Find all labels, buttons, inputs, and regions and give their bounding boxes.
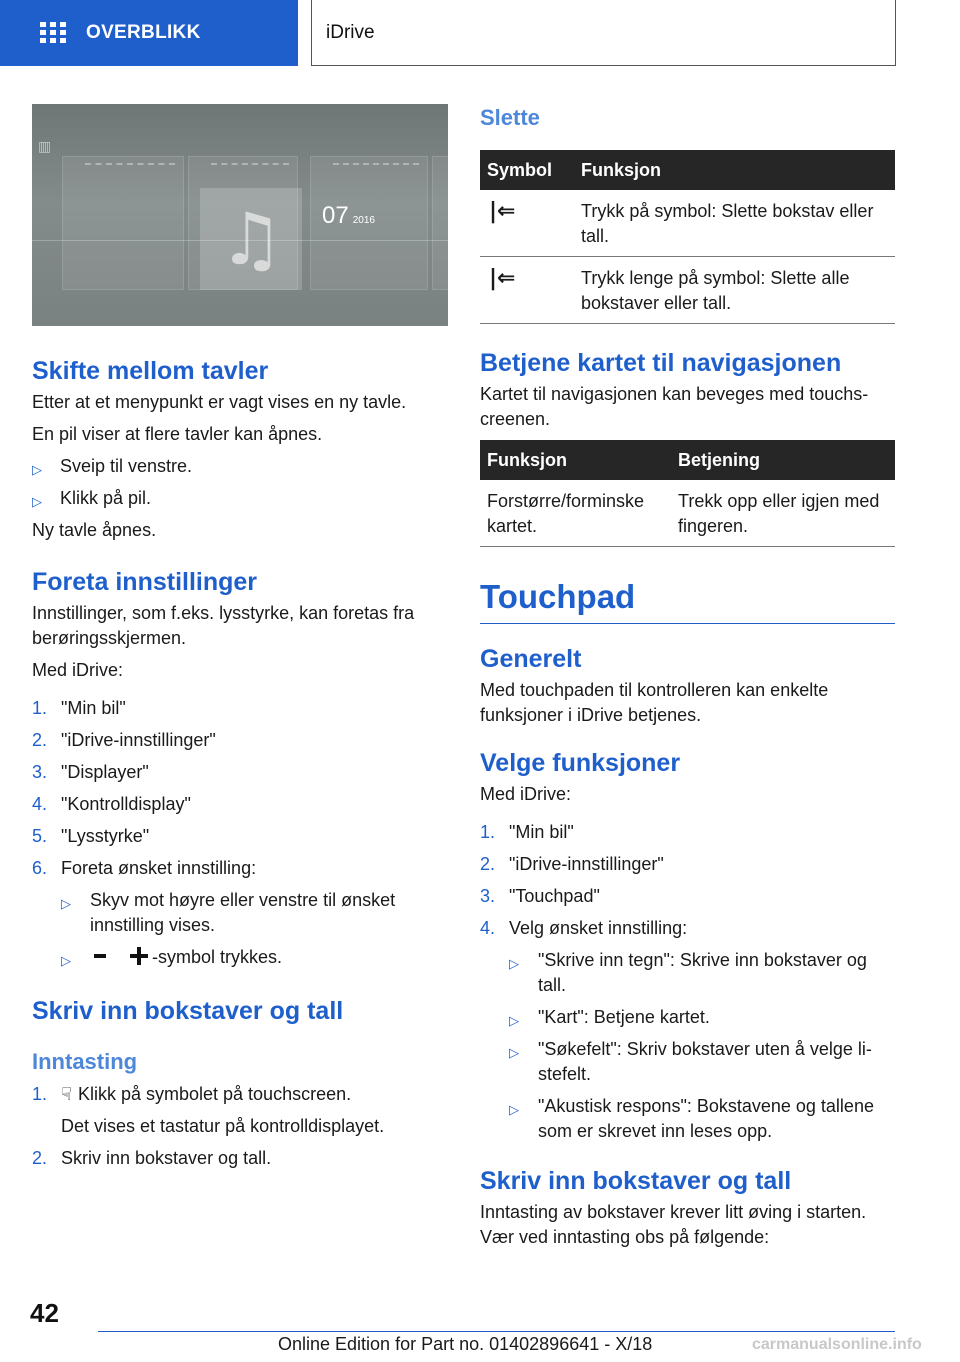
edition-text: Online Edition for Part no. 01402896641 - X/18 (278, 1334, 653, 1354)
paragraph: Kartet til navigasjonen kan beveges med touchs-creenen. (480, 384, 869, 429)
overview-tab[interactable] (0, 0, 298, 66)
table-header: Funksjon (480, 440, 671, 480)
chapter-heading-box (480, 577, 895, 624)
triangle-bullet-icon: ▷ (509, 956, 519, 971)
heading-input: Inntasting (32, 1049, 138, 1074)
grid-menu-icon (40, 22, 66, 44)
heading-enter-letters-touchpad: Skriv inn bokstaver og tall (480, 1167, 792, 1195)
chapter-title (311, 0, 896, 66)
footer-divider (98, 1331, 895, 1332)
list-item: ▷ "Skrive inn tegn": Skrive inn bokstaver og tall. (509, 950, 867, 995)
table-header: Symbol (480, 150, 574, 190)
table-row: Forstørre/forminske kartet. Trekk opp eller igjen med fingeren. (480, 480, 895, 547)
heading-switch-boards: Skifte mellom tavler (32, 357, 269, 385)
overview-label: OVERBLIKK (86, 22, 201, 43)
list-item: ▷ -symbol trykkes. (32, 945, 448, 970)
figure-panel-4 (432, 156, 448, 290)
map-table (480, 440, 895, 547)
keyboard-touch-icon: ☟ (61, 1084, 72, 1105)
list-item: 2. "iDrive-innstillinger" (32, 730, 216, 750)
table-row: |⇐ Trykk lenge på symbol: Slette alle bokstaver eller tall. (480, 257, 895, 324)
paragraph: En pil viser at flere tavler kan åpnes. (32, 424, 323, 444)
list-item: ▷ "Akustisk respons": Bokstavene og tallene som er skrevet inn leses opp. (509, 1096, 874, 1141)
triangle-bullet-icon: ▷ (32, 462, 42, 477)
triangle-bullet-icon: ▷ (509, 1013, 519, 1028)
list-item: 3. "Displayer" (32, 762, 149, 782)
list-item: 4. "Kontrolldisplay" (32, 794, 191, 814)
watermark: carmanualsonline.info (752, 1336, 922, 1353)
heading-touchpad: Touchpad (480, 578, 636, 615)
figure-panel-1 (62, 156, 184, 290)
music-note-icon: ♫ (200, 188, 302, 290)
minus-icon (94, 954, 106, 958)
heading-enter-letters: Skriv inn bokstaver og tall (32, 997, 344, 1025)
paragraph: Med touchpaden til kontrolleren kan enkelte funksjoner i iDrive betjenes. (480, 680, 829, 725)
left-column (32, 104, 448, 1171)
triangle-bullet-icon: ▷ (509, 1102, 519, 1117)
delete-back-icon: |⇐ (489, 266, 516, 291)
triangle-bullet-icon: ▷ (509, 1045, 519, 1060)
page-header (0, 0, 960, 66)
list-item: 1. ☟ Klikk på symbolet på touchscreen. (32, 1084, 352, 1105)
table-row: |⇐ Trykk på symbol: Slette bokstav eller tall. (480, 190, 895, 257)
list-item: 2. "iDrive-innstillinger" (480, 854, 664, 874)
list-item: 3. "Touchpad" (480, 886, 600, 906)
chapter-title-text: iDrive (326, 21, 375, 43)
heading-select-functions: Velge funksjoner (480, 749, 681, 777)
delete-back-icon: |⇐ (489, 199, 516, 224)
list-item: ▷ "Søkefelt": Skriv bokstaver uten å velge li-stefelt. (509, 1039, 872, 1084)
list-item: ▷ Skyv mot høyre eller venstre til ønsket innstilling vises. (61, 890, 396, 935)
list-item: 2. Skriv inn bokstaver og tall. (32, 1148, 272, 1168)
triangle-bullet-icon: ▷ (61, 953, 71, 968)
paragraph: Innstillinger, som f.eks. lysstyrke, kan foretas fra berøringsskjermen. (32, 603, 415, 648)
triangle-bullet-icon: ▷ (32, 494, 42, 509)
idrive-screen-image (32, 104, 448, 326)
plus-icon (130, 947, 148, 965)
figure-date: 07 2016 (322, 202, 375, 229)
heading-settings: Foreta innstillinger (32, 568, 258, 596)
list-item: 1. "Min bil" (480, 822, 574, 842)
paragraph: Etter at et menypunkt er vagt vises en ny tavle. (32, 392, 407, 412)
paragraph: Det vises et tastatur på kontrolldisplayet. (61, 1116, 385, 1136)
list-item: 6. Foreta ønsket innstilling: (32, 858, 257, 878)
table-header: Funksjon (574, 150, 895, 190)
table-header: Betjening (671, 440, 895, 480)
car-screen-icon: ▥ (38, 138, 52, 154)
right-column (480, 104, 895, 1250)
list-item: ▷ Klikk på pil. (32, 486, 448, 511)
triangle-bullet-icon: ▷ (61, 896, 71, 911)
list-item: 4. Velg ønsket innstilling: (480, 918, 688, 938)
paragraph: Ny tavle åpnes. (32, 520, 157, 540)
page-number: 42 (30, 1298, 59, 1328)
list-item: 5. "Lysstyrke" (32, 826, 150, 846)
delete-table (480, 150, 895, 324)
list-item: ▷ "Kart": Betjene kartet. (480, 1005, 895, 1030)
list-item: 1. "Min bil" (32, 698, 126, 718)
paragraph: Med iDrive: (480, 784, 572, 804)
heading-map-navigation: Betjene kartet til navigasjonen (480, 349, 842, 377)
heading-general: Generelt (480, 645, 582, 673)
list-item: ▷ Sveip til venstre. (32, 454, 448, 479)
paragraph: Med iDrive: (32, 660, 124, 680)
heading-delete: Slette (480, 105, 540, 130)
paragraph: Inntasting av bokstaver krever litt øving i starten. Vær ved inntasting obs på følgende: (480, 1202, 867, 1247)
